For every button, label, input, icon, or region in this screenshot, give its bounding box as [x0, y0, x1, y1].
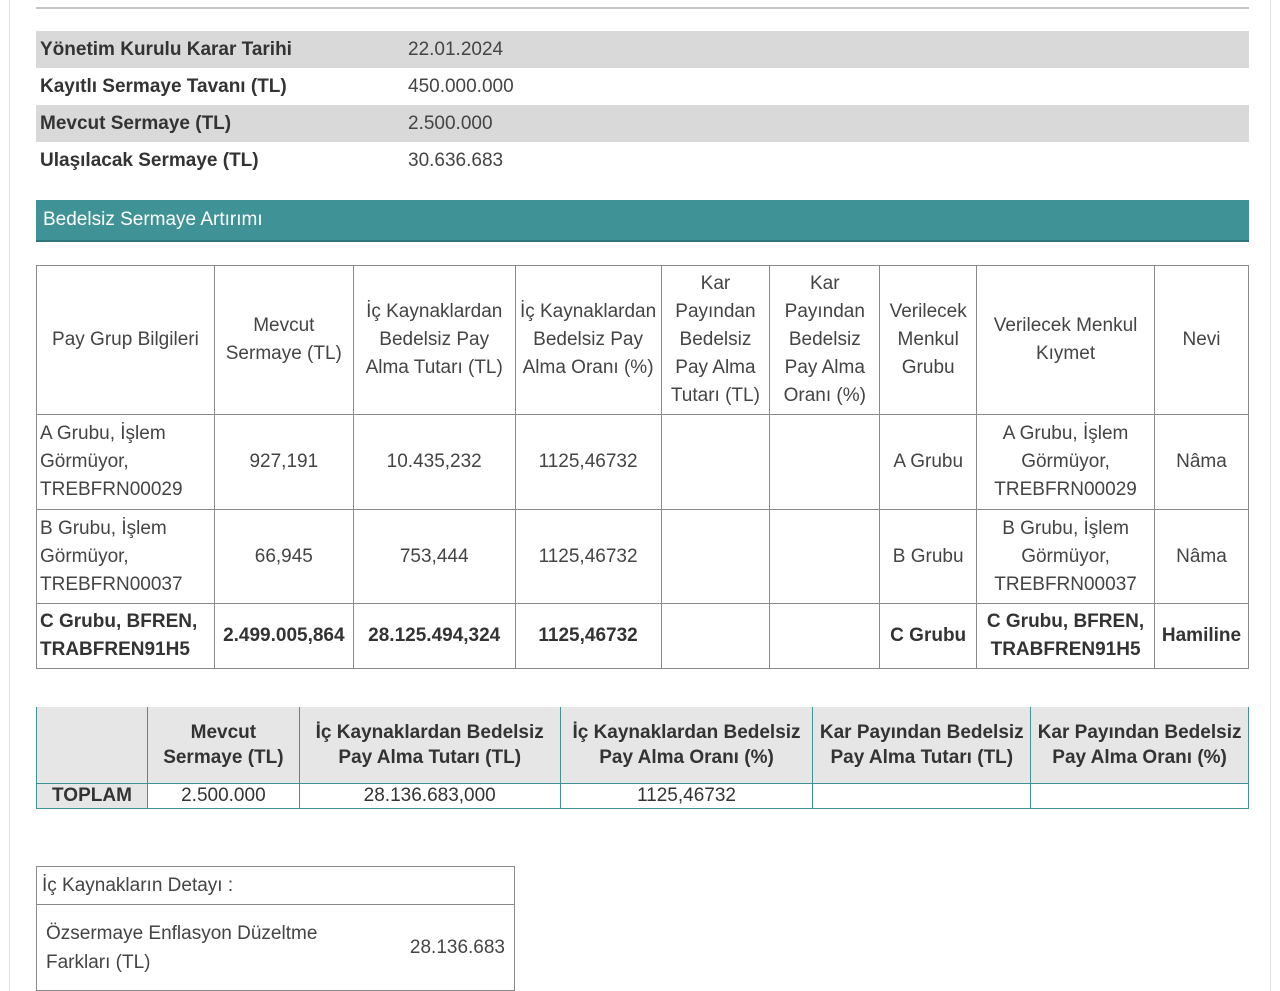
table-cell: 2.499.005,864: [214, 604, 353, 669]
info-label: Kayıtlı Sermaye Tavanı (TL): [40, 75, 287, 97]
table-row: [37, 604, 1249, 669]
info-value: 450.000.000: [408, 75, 514, 97]
table-cell: A Grubu, İşlem Görmüyor, TREBFRN00029: [977, 415, 1155, 510]
column-header: Verilecek Menkul Kıymet: [977, 266, 1155, 415]
totals-label: TOPLAM: [37, 784, 148, 809]
table-cell: [770, 510, 880, 604]
info-row-ulasilacak-sermaye: [36, 142, 1249, 179]
detail-title: İç Kaynakların Detayı :: [37, 867, 514, 905]
info-value: 2.500.000: [408, 112, 493, 134]
page-border-right: [1270, 0, 1271, 991]
capital-info: [36, 31, 1249, 179]
info-label: Mevcut Sermaye (TL): [40, 112, 232, 134]
table-row: [37, 510, 1249, 604]
table-cell: C Grubu: [880, 604, 977, 669]
page-border-left: [9, 0, 10, 991]
table-cell: [661, 415, 770, 510]
column-header: Mevcut Sermaye (TL): [147, 707, 299, 784]
table-cell: 1125,46732: [515, 415, 661, 510]
table-cell: [1031, 784, 1249, 809]
totals-row: [37, 784, 1249, 809]
column-header: Pay Grup Bilgileri: [37, 266, 215, 415]
table-cell: 28.125.494,324: [353, 604, 515, 669]
column-header: İç Kaynaklardan Bedelsiz Pay Alma Oranı (%): [560, 707, 813, 784]
table-cell: [661, 510, 770, 604]
pay-group-table: [36, 265, 1249, 669]
table-cell: 2.500.000: [147, 784, 299, 809]
table-cell: 10.435,232: [353, 415, 515, 510]
column-header: [37, 707, 148, 784]
detail-label: Özsermaye Enflasyon Düzeltme Farkları (TL): [46, 923, 318, 973]
table-cell: B Grubu, İşlem Görmüyor, TREBFRN00037: [977, 510, 1155, 604]
table-cell: C Grubu, BFREN, TRABFREN91H5: [977, 604, 1155, 669]
table-cell: A Grubu: [880, 415, 977, 510]
table-cell: A Grubu, İşlem Görmüyor, TREBFRN00029: [37, 415, 215, 510]
table-cell: 927,191: [214, 415, 353, 510]
table-cell: [661, 604, 770, 669]
detail-value: 28.136.683: [409, 937, 505, 958]
totals-table: [36, 707, 1249, 809]
table-row: [37, 415, 1249, 510]
table-cell: B Grubu: [880, 510, 977, 604]
totals-header-row: [37, 707, 1249, 784]
table-cell: 1125,46732: [560, 784, 813, 809]
internal-resources-detail: [36, 866, 515, 991]
column-header: İç Kaynaklardan Bedelsiz Pay Alma Tutarı (TL): [299, 707, 560, 784]
table-cell: [770, 604, 880, 669]
info-label: Yönetim Kurulu Karar Tarihi: [40, 38, 292, 60]
info-row-kayitli-sermaye: [36, 68, 1249, 105]
info-row-karar-tarihi: [36, 31, 1249, 68]
table-header-row: [37, 266, 1249, 415]
info-row-mevcut-sermaye: [36, 105, 1249, 142]
section-header: Bedelsiz Sermaye Artırımı: [36, 200, 1249, 242]
info-value: 22.01.2024: [408, 38, 504, 60]
table-cell: B Grubu, İşlem Görmüyor, TREBFRN00037: [37, 510, 215, 604]
column-header: Kar Payından Bedelsiz Pay Alma Oranı (%): [770, 266, 880, 415]
column-header: İç Kaynaklardan Bedelsiz Pay Alma Tutarı (TL): [353, 266, 515, 415]
table-cell: Nâma: [1154, 415, 1248, 510]
table-cell: Nâma: [1154, 510, 1248, 604]
column-header: Verilecek Menkul Grubu: [880, 266, 977, 415]
detail-row: [37, 905, 514, 991]
table-cell: [770, 415, 880, 510]
info-label: Ulaşılacak Sermaye (TL): [40, 149, 259, 171]
table-cell: [813, 784, 1031, 809]
table-cell: 28.136.683,000: [299, 784, 560, 809]
table-cell: 66,945: [214, 510, 353, 604]
column-header: İç Kaynaklardan Bedelsiz Pay Alma Oranı (%): [515, 266, 661, 415]
info-value: 30.636.683: [408, 149, 504, 171]
column-header: Kar Payından Bedelsiz Pay Alma Tutarı (TL): [661, 266, 770, 415]
table-cell: C Grubu, BFREN, TRABFREN91H5: [37, 604, 215, 669]
column-header: Mevcut Sermaye (TL): [214, 266, 353, 415]
column-header: Nevi: [1154, 266, 1248, 415]
table-cell: Hamiline: [1154, 604, 1248, 669]
top-divider: [36, 7, 1249, 9]
table-cell: 1125,46732: [515, 604, 661, 669]
column-header: Kar Payından Bedelsiz Pay Alma Tutarı (TL): [813, 707, 1031, 784]
table-cell: 1125,46732: [515, 510, 661, 604]
table-cell: 753,444: [353, 510, 515, 604]
column-header: Kar Payından Bedelsiz Pay Alma Oranı (%): [1031, 707, 1249, 784]
